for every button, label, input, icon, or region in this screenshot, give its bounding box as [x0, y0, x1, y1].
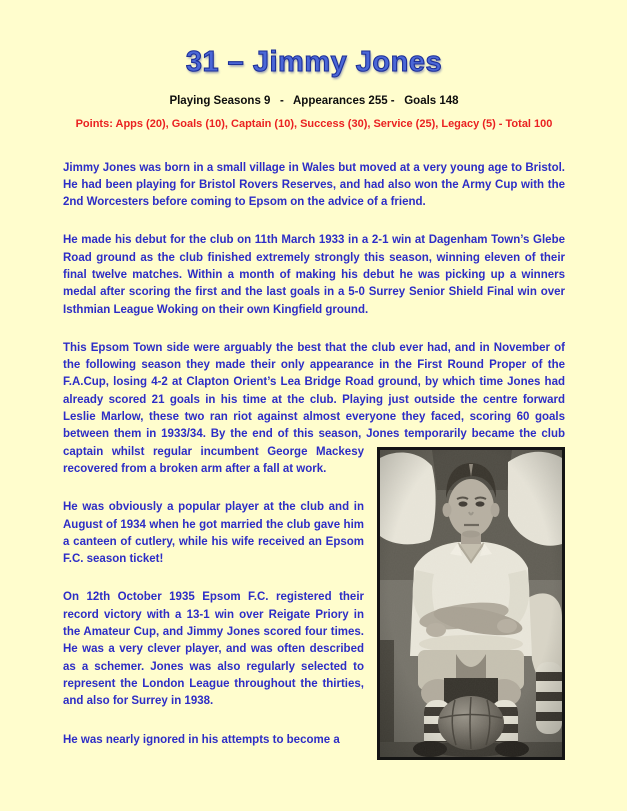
points-line: Points: Apps (20), Goals (10), Captain (10), Success (30), Service (25), Legacy (5) - Total 100 — [75, 118, 553, 130]
paragraph-5: On 12th October 1935 Epsom F.C. registered their record victory with a 13-1 win over Reigate Priory in the Amateur Cup, and Jimmy Jones scored four times. He was a very clever player, and was often described as a schemer. Jones was also regularly selected to represent the London League throughout the thirties, and also for Surrey in 1938. — [63, 591, 364, 708]
paragraph-4: He was obviously a popular player at the club and in August of 1934 when he got married the club gave him a canteen of cutlery, while his wife received an Epsom F.C. season ticket! — [63, 501, 364, 566]
article-body — [63, 160, 565, 749]
paragraph-2: He made his debut for the club on 11th March 1933 in a 2-1 win at Dagenham Town’s Glebe Road ground as the club finished extremely strongly this season, winning eleven of their final twelve matches. Within a month of making his debut he was picking up a winners medal after scoring the first and the last goals in a 5-0 Surrey Senior Shield Final win over Isthmian League Woking on their own Kingfield ground. — [63, 234, 565, 316]
paragraph-1: Jimmy Jones was born in a small village in Wales but moved at a very young age to Bristol. He had been playing for Bristol Rovers Reserves, and had also won the Army Cup with the 2nd Worcesters before coming to Epsom on the advice of a friend. — [63, 161, 565, 209]
paragraph-3-text-before-photo: This Epsom Town side were arguably the best that the club ever had, and in November of the following season they made their only appearance in the First Round Proper of the F.A.Cup, losing 4-2 at Clapton Orient’s Lea Bridge Road ground, by which time Jones had already scored 21 goals in his time at the club. Playing just outside the centre forward Leslie Marlow, these two ran riot against almost everyone they faced, scoring 60 goals between them in 1933/34. By the end of this season, Jones temporarily became the club captain whilst regular incumbent George — [63, 341, 565, 458]
page-title: 31 – Jimmy Jones — [185, 46, 443, 78]
paragraph-6: He was nearly ignored in his attempts to become a — [63, 733, 340, 746]
paragraph-3-text-after-photo: Mackesy recovered from a broken arm after a fall at work. — [63, 445, 364, 475]
player-photo-illustration — [380, 450, 562, 757]
player-photo — [377, 447, 565, 760]
paragraph-3 — [63, 340, 565, 478]
stats-line: Playing Seasons 9 - Appearances 255 - Goals 148 — [169, 95, 459, 107]
